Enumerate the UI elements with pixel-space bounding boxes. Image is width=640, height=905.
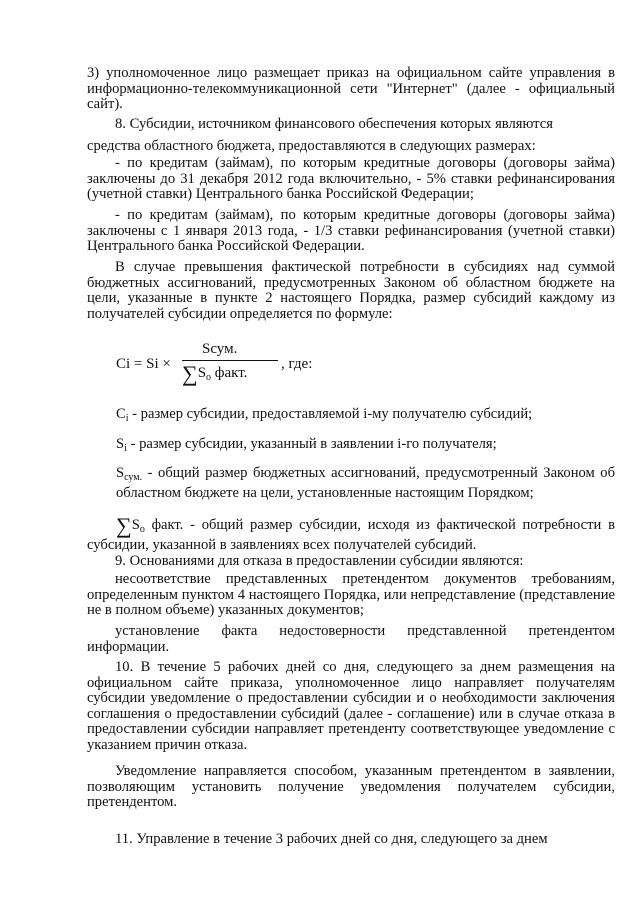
definition-ssum: $S_{сум.}$ - общий размер бюджетных ассигнований, предусмотренный Законом об областном бюджете на цели, установленные настоящим Порядком; xyxy=(116,465,615,501)
definition-ci: $C_i$ - размер субсидии, предоставляемой i-му получателю субсидий; xyxy=(116,406,533,424)
sigma-icon: ∑ xyxy=(116,513,132,538)
paragraph-8-line2: средства областного бюджета, предоставляются в следующих размерах: xyxy=(87,138,536,154)
formula-numerator: Sсум. xyxy=(202,341,238,357)
paragraph-item-3: 3) уполномоченное лицо размещает приказ на официальном сайте управления в информационно-телекоммуникационной сети "Интернет" (далее - официальный сайт). xyxy=(87,65,615,113)
formula-lhs: Ci = Si × xyxy=(116,356,171,372)
paragraph-8-rate-2013: - по кредитам (займам), по которым кредитные договоры (договоры займа) заключены с 1 января 2013 года, - 1/3 ставки рефинансирования (учетной ставки) Центрального банка Российской Федерации. xyxy=(87,207,615,255)
formula-tail: , где: xyxy=(281,356,313,372)
paragraph-10: 10. В течение 5 рабочих дней со дня, следующего за днем размещения на официальном сайте приказа, уполномоченное лицо направляет получателям субсидии уведомление о предоставлении субсидии и о необходимости заключения соглашения о предоставлении субсидий (далее - соглашение) или в случае отказа в предоставлении субсидии направляет претенденту соответствующее уведомление с указанием причин отказа. xyxy=(87,659,615,753)
paragraph-9: 9. Основаниями для отказа в предоставлении субсидии являются: xyxy=(115,553,524,569)
paragraph-9-reason-2: установление факта недостоверности представленной претендентом информации. xyxy=(87,623,615,655)
subsidy-formula xyxy=(116,342,356,388)
paragraph-11: 11. Управление в течение 3 рабочих дней со дня, следующего за днем xyxy=(115,831,548,847)
definition-sfact: $\sum S_о$ факт. - общий размер субсидии, исходя из фактической потребности в субсидии, указанной в заявлениях всех получателей субсидий. xyxy=(87,513,615,553)
paragraph-8-line1: 8. Субсидии, источником финансового обеспечения которых являются xyxy=(115,116,553,132)
paragraph-8-rate-2012: - по кредитам (займам), по которым кредитные договоры (договоры займа) заключены до 31 декабря 2012 года включительно, - 5% ставки рефинансирования (учетной ставки) Центрального банка Российской Федерации; xyxy=(87,155,615,203)
paragraph-8-excess: В случае превышения фактической потребности в субсидиях над суммой бюджетных ассигнований, предусмотренных Законом об областном бюджете на цели, указанные в пункте 2 настоящего Порядка, размер субсидий каждому из получателей субсидии определяется по формуле: xyxy=(87,259,615,322)
formula-denominator: $\sum S_о$ факт. xyxy=(182,361,248,386)
paragraph-10-notice: Уведомление направляется способом, указанным претендентом в заявлении, позволяющим установить получение уведомления получателем субсидии, претендентом. xyxy=(87,763,615,811)
definition-si: $S_i$ - размер субсидии, указанный в заявлении i-го получателя; xyxy=(116,436,497,454)
paragraph-9-reason-1: несоответствие представленных претендентом документов требованиям, определенным пунктом 4 настоящего Порядка, или непредставление (представление не в полном объеме) указанных документов; xyxy=(87,571,615,619)
sigma-icon: ∑ xyxy=(182,361,198,386)
